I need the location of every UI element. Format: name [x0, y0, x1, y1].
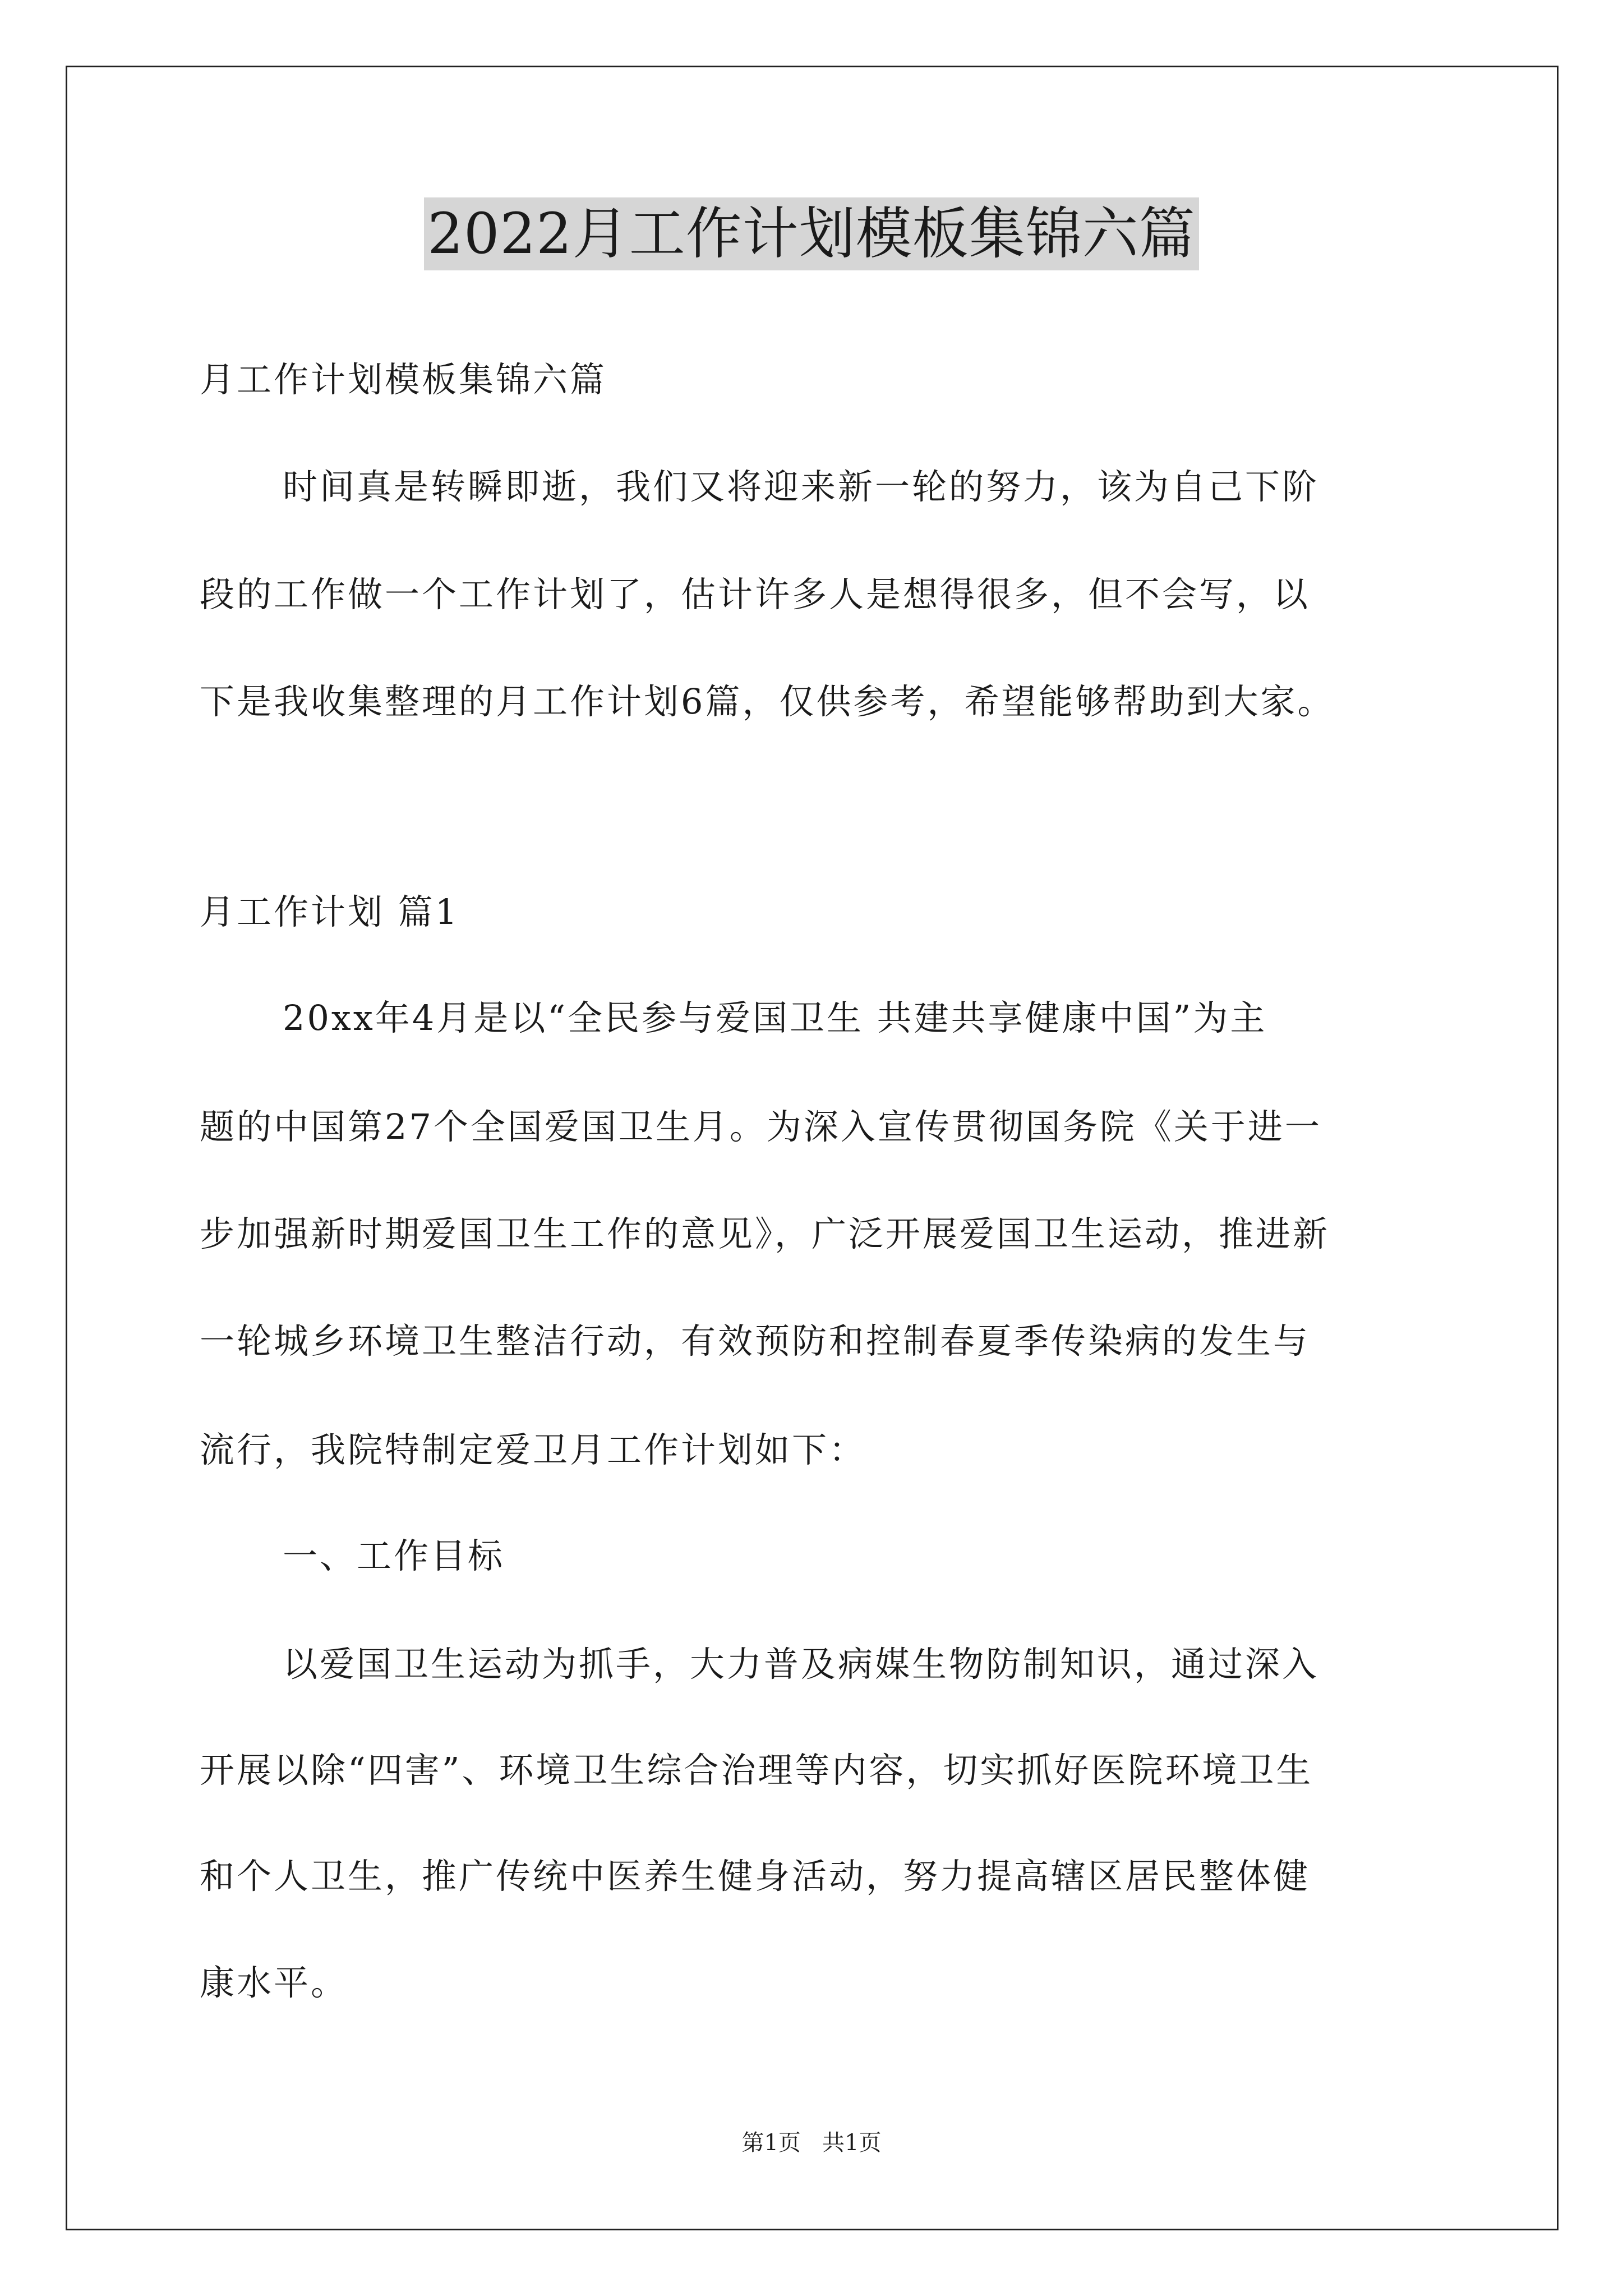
intro-line-2: 段的工作做一个工作计划了，估计许多人是想得很多，但不会写，以 — [200, 574, 1311, 615]
body-line-4: 一轮城乡环境卫生整洁行动，有效预防和控制春夏季传染病的发生与 — [200, 1320, 1311, 1361]
intro-line-3: 下是我收集整理的月工作计划6篇，仅供参考，希望能够帮助到大家。 — [200, 681, 1335, 722]
subtitle-line: 月工作计划模板集锦六篇 — [200, 359, 607, 400]
goal-line-3: 和个人卫生，推广传统中医养生健身活动，努力提高辖区居民整体健 — [200, 1856, 1311, 1897]
section-heading: 月工作计划 篇1 — [200, 891, 460, 932]
goal-line-1: 以爱国卫生运动为抓手，大力普及病媒生物防制知识，通过深入 — [283, 1644, 1320, 1685]
subsection-heading: 一、工作目标 — [283, 1535, 505, 1576]
intro-line-1: 时间真是转瞬即逝，我们又将迎来新一轮的努力，该为自己下阶 — [283, 466, 1320, 507]
body-line-5: 流行，我院特制定爱卫月工作计划如下： — [200, 1429, 866, 1470]
page-footer: 第1页 共1页 — [741, 2130, 882, 2156]
goal-line-4: 康水平。 — [200, 1962, 348, 2003]
document-title-text: 2022月工作计划模板集锦六篇 — [424, 197, 1199, 270]
body-line-3: 步加强新时期爱国卫生工作的意见》，广泛开展爱国卫生运动，推进新 — [200, 1213, 1330, 1254]
body-line-2: 题的中国第27个全国爱国卫生月。为深入宣传贯彻国务院《关于进一 — [200, 1106, 1322, 1147]
body-line-1: 20xx年4月是以“全民参与爱国卫生 共建共享健康中国”为主 — [283, 997, 1267, 1038]
goal-line-2: 开展以除“四害”、环境卫生综合治理等内容，切实抓好医院环境卫生 — [200, 1750, 1313, 1791]
document-title — [0, 197, 1623, 270]
